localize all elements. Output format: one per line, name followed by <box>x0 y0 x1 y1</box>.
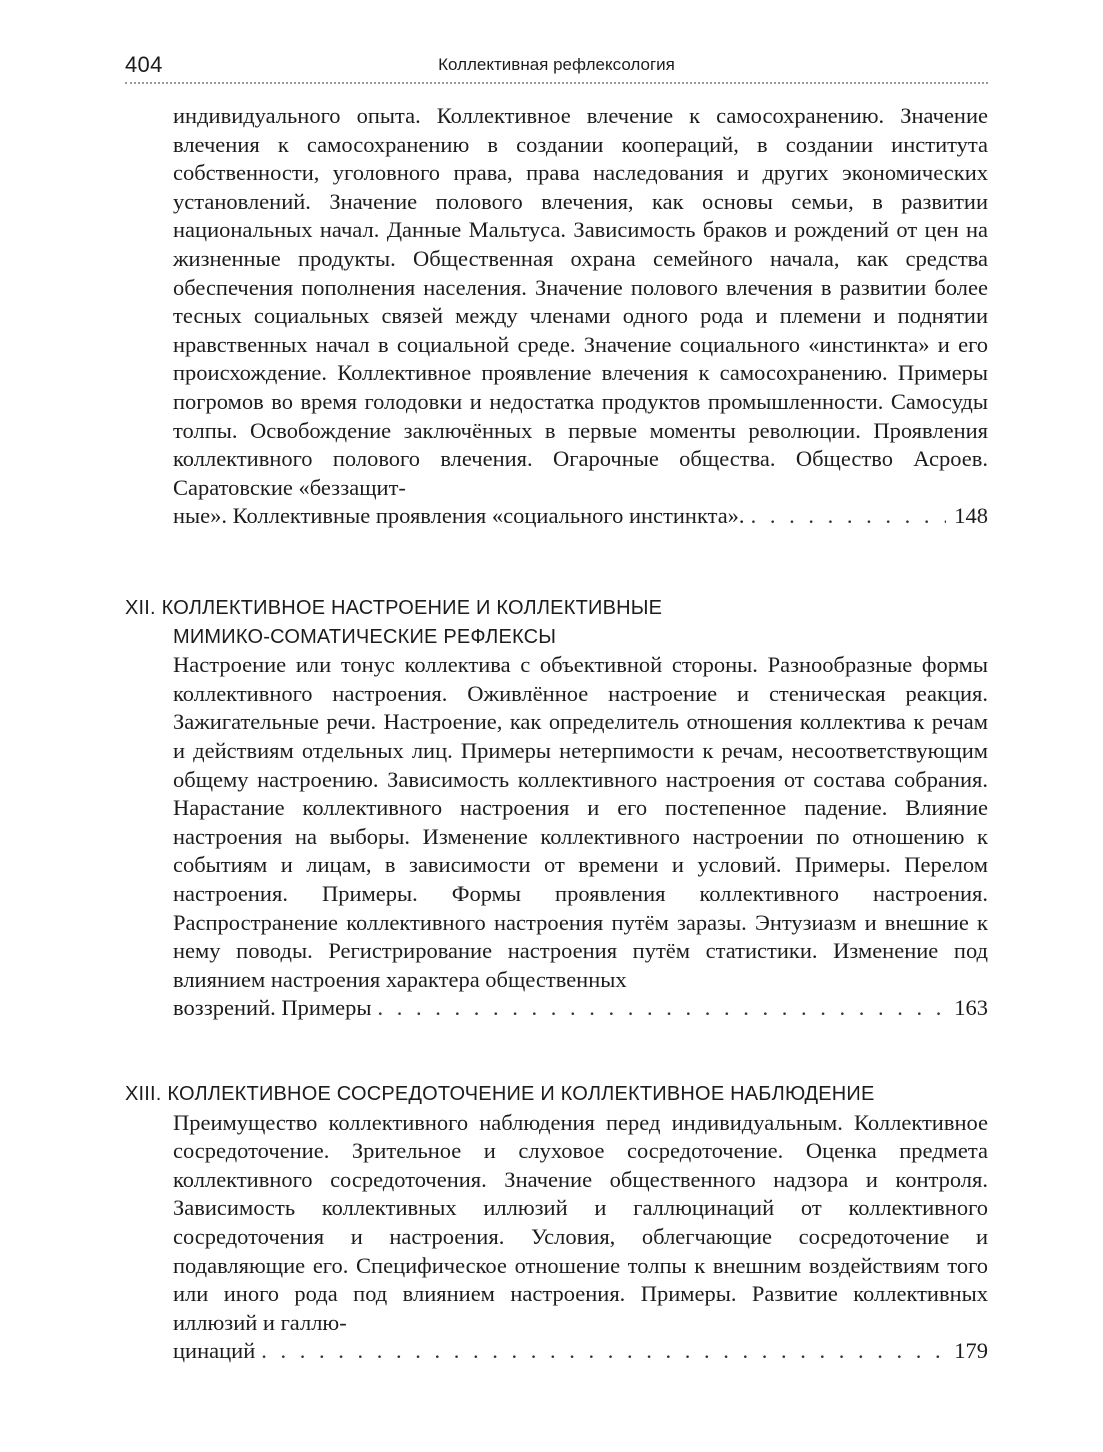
chapter-title <box>125 594 988 651</box>
toc-entry-body: индивидуального опыта. Коллективное влечение к самосохранению. Значение влечения к самосохранению в создании коопераций, в создании института собственности, уголовного права, права наследования и других экономических установлений. Значение полового влечения, как основы семьи, в развитии национальных начал. Данные Мальтуса. Зависимость браков и рождений от цен на жизненные продукты. Общественная охрана семейного начала, как средства обеспечения пополнения населения. Значение полового влечения в развитии более тесных социальных связей между членами одного рода и племени и поднятии нравственных начал в социальной среде. Значение социального «инстинкта» и его происхождение. Коллективное проявление влечения к самосохранению. Примеры погромов во время голодовки и недостатка продуктов промышленности. Самосуды толпы. Освобождение заключённых в первые моменты революции. Проявления коллективного полового влечения. Огарочные общества. Общество Асроев. Саратовские «беззащит- <box>173 103 988 500</box>
chapter-title-line: XII. КОЛЛЕКТИВНОЕ НАСТРОЕНИЕ И КОЛЛЕКТИВНЫЕ <box>125 597 663 619</box>
dot-leader <box>378 994 947 1023</box>
toc-entry-last-line <box>173 502 988 531</box>
toc-entry-last-text: воззрений. Примеры <box>173 995 372 1021</box>
running-title: Коллективная рефлексология <box>438 55 675 74</box>
toc-entry-body: Преимущество коллективного наблюдения перед индивидуальным. Коллективное сосредоточение. Зрительное и слуховое сосредоточение. Оценка предмета коллективного сосредоточения. Значение общественного надзора и контроля. Зависимость коллективных иллюзий и галлюцинаций от коллективного сосредоточения и настроения. Условия, облегчающие сосредоточение и подавляющие его. Специфическое отношение толпы к внешним воздействиям того или иного рода под влиянием настроения. Примеры. Развитие коллективных иллюзий и галлю- <box>173 1109 988 1335</box>
toc-entry-xi-continuation <box>173 102 988 531</box>
toc-entry-last-text: цинаций <box>173 1338 256 1364</box>
toc-page-ref: 179 <box>954 1338 988 1364</box>
toc-entry-last-line <box>173 994 988 1023</box>
chapter-title-line: XIII. КОЛЛЕКТИВНОЕ СОСРЕДОТОЧЕНИЕ И КОЛЛЕКТИВНОЕ НАБЛЮДЕНИЕ <box>125 1083 875 1105</box>
toc-page-ref: 163 <box>954 995 988 1021</box>
dot-leader <box>261 1337 946 1366</box>
toc-entry-xiii <box>125 1080 988 1366</box>
chapter-title <box>125 1080 988 1109</box>
toc-page-ref: 148 <box>954 503 988 529</box>
chapter-summary <box>173 651 988 1023</box>
dot-leader <box>751 502 947 531</box>
toc-entry-last-text: ные». Коллективные проявления «социального инстинкта». <box>173 503 745 529</box>
toc-entry-xii <box>125 594 988 1023</box>
chapter-title-line: МИМИКО-СОМАТИЧЕСКИЕ РЕФЛЕКСЫ <box>173 625 557 648</box>
toc-entry-body: Настроение или тонус коллектива с объективной стороны. Разнообразные формы коллективного настроения. Оживлённое настроение и стеническая реакция. Зажигательные речи. Настроение, как определитель отношения коллектива к речам и действиям отдельных лиц. Примеры нетерпимости к речам, несоответствующим общему настроению. Зависимость коллективного настроения от состава собрания. Нарастание коллективного настроения и его постепенное падение. Влияние настроения на выборы. Изменение коллективного настроении по отношению к событиям и лицам, в зависимости от времени и условий. Примеры. Перелом настроения. Примеры. Формы проявления коллективного настроения. Распространение коллективного настроения путём заразы. Энтузиазм и внешние к нему поводы. Регистрирование настроения путём статистики. Изменение под влиянием настроения характера общественных <box>173 652 988 992</box>
page-header <box>125 46 988 84</box>
page-number: 404 <box>125 52 163 77</box>
chapter-summary <box>173 1109 988 1366</box>
toc-entry-last-line <box>173 1337 988 1366</box>
